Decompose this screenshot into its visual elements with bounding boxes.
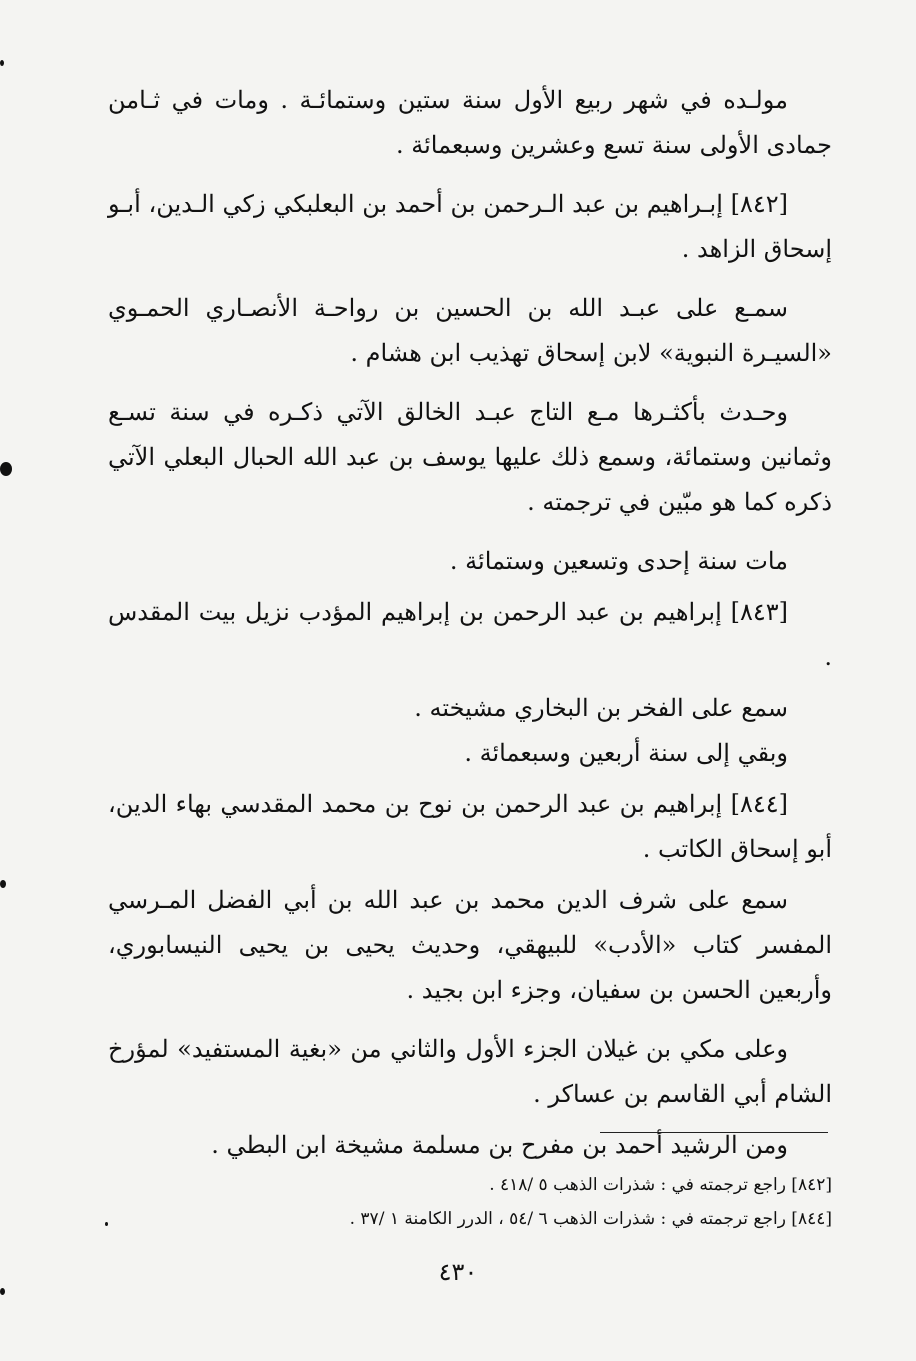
main-text bbox=[108, 78, 832, 1168]
footnotes bbox=[108, 1168, 832, 1236]
entry-842-heading: [٨٤٢] إبـراهيم بن عبد الـرحمن بن أحمد بن البعلبكي زكي الـدين، أبـو إسحاق الزاهد . bbox=[108, 190, 832, 263]
footnote-separator bbox=[600, 1132, 828, 1133]
entry-843-lived: وبقي إلى سنة أربعين وسبعمائة . bbox=[464, 739, 788, 767]
entry-843-heard: سمع على الفخر بن البخاري مشيخته . bbox=[414, 694, 788, 722]
footnote-842: [٨٤٢] راجع ترجمته في : شذرات الذهب ٥ /٤١٨ . bbox=[489, 1175, 832, 1195]
page-number: ٤٣٠ bbox=[438, 1258, 478, 1286]
entry-844-heading: [٨٤٤] إبراهيم بن عبد الرحمن بن نوح بن محمد المقدسي بهاء الدين، أبو إسحاق الكاتب . bbox=[108, 790, 832, 863]
entry-844-from: ومن الرشيد أحمد بن مفرح بن مسلمة مشيخة ابن البطي . bbox=[211, 1131, 788, 1159]
entry-843-heading: [٨٤٣] إبراهيم بن عبد الرحمن بن إبراهيم المؤدب نزيل بيت المقدس . bbox=[108, 598, 832, 671]
scan-mark bbox=[0, 60, 4, 66]
footnote-844: [٨٤٤] راجع ترجمته في : شذرات الذهب ٦ /٥٤ ، الدرر الكامنة ١ /٣٧ . bbox=[349, 1209, 832, 1229]
scan-mark bbox=[0, 880, 6, 888]
paragraph-birth-death: مولـده في شهر ربيع الأول سنة ستين وستمائـة . ومات في ثـامن جمادى الأولى سنة تسع وعشرين وسبعمائة . bbox=[108, 86, 832, 159]
entry-844-heard: سمع على شرف الدين محمد بن عبد الله بن أبي الفضل المـرسي المفسر كتاب «الأدب» للبيهقي، وحديث يحيى بن يحيى النيسابوري، وأربعين الحسن بن سفيان، وجزء ابن بجيد . bbox=[108, 886, 832, 1004]
entry-842-heard: سمـع على عبـد الله بن الحسين بن رواحـة الأنصـاري الحمـوي «السيـرة النبوية» لابن إسحاق تهذيب ابن هشام . bbox=[108, 294, 832, 367]
entry-844-also-heard: وعلى مكي بن غيلان الجزء الأول والثاني من «بغية المستفيد» لمؤرخ الشام أبي القاسم بن عساكر . bbox=[108, 1035, 832, 1108]
scan-mark bbox=[105, 1222, 108, 1226]
scan-mark bbox=[0, 1288, 5, 1295]
scan-mark bbox=[0, 462, 12, 476]
entry-842-death: مات سنة إحدى وتسعين وستمائة . bbox=[449, 547, 788, 575]
entry-842-narrated: وحـدث بأكثـرها مـع التاج عبـد الخالق الآتي ذكـره في سنة تسـع وثمانين وستمائة، وسمع ذلك عليها يوسف بن عبد الله الحبال البعلي الآتي ذكره كما هو مبّين في ترجمته . bbox=[108, 398, 832, 516]
